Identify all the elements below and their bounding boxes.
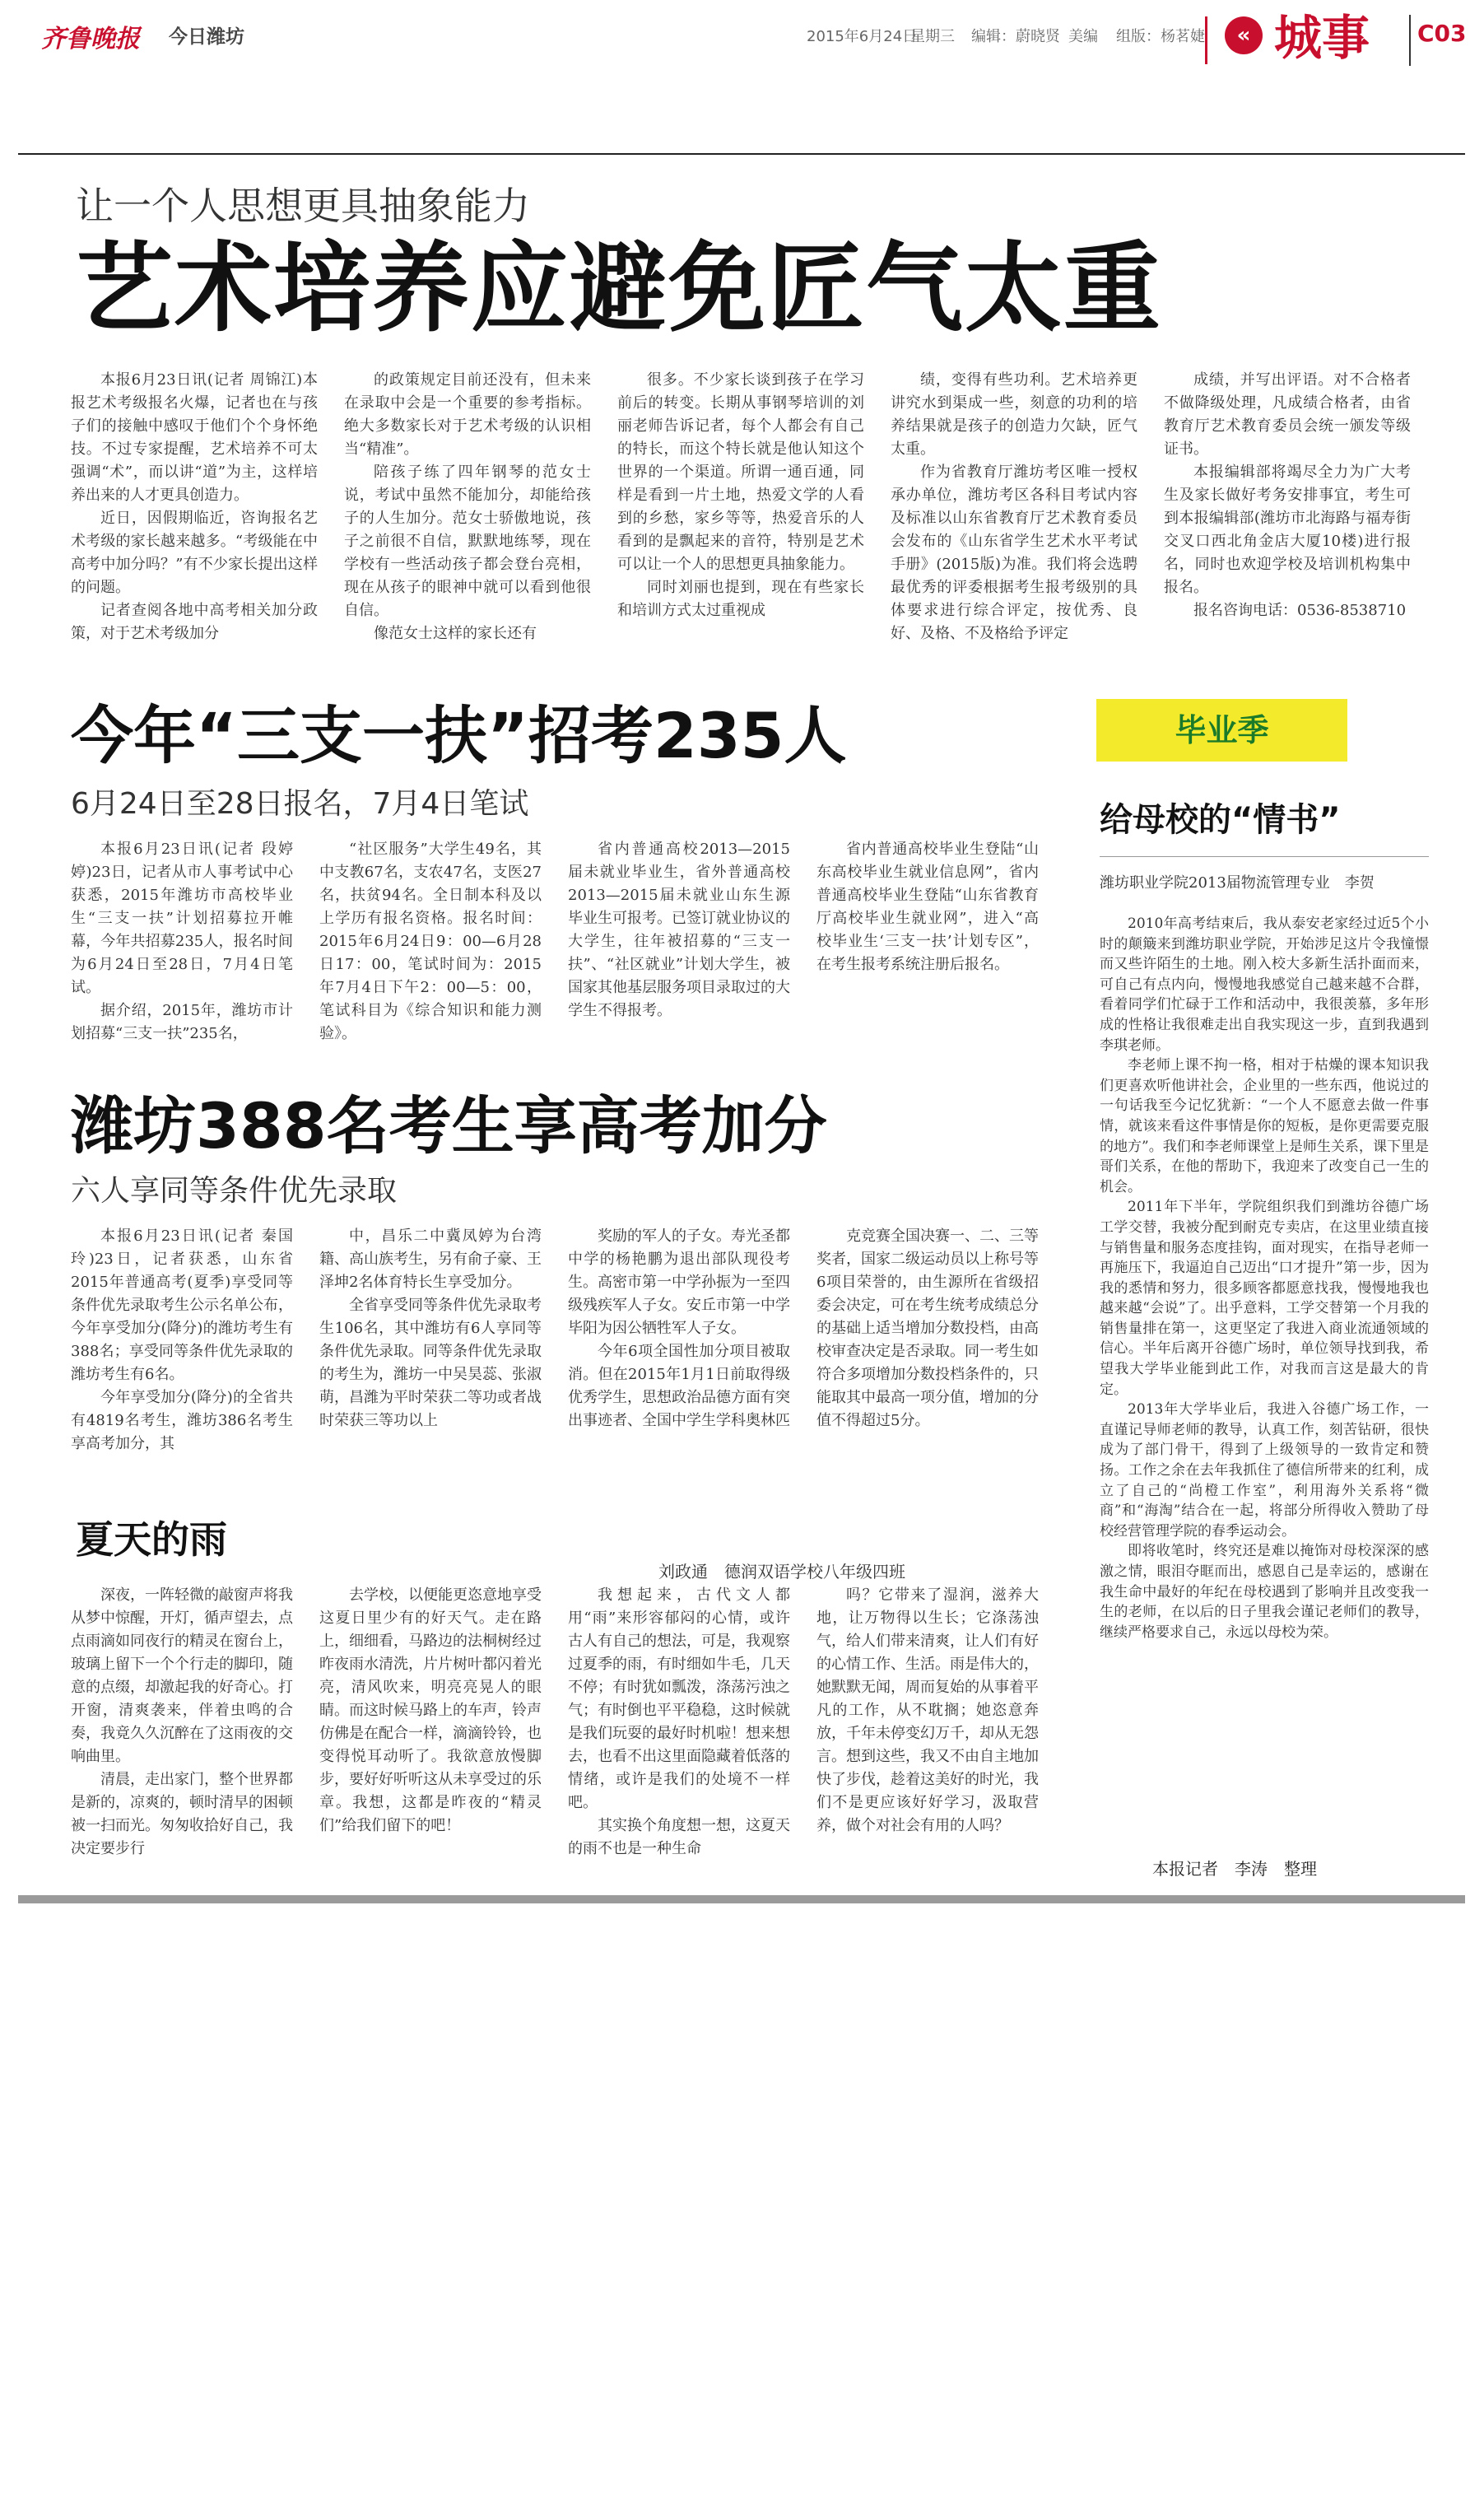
sidebar-byline: 潍坊职业学院2013届物流管理专业 李贺 [1100, 874, 1375, 892]
article4-headline: 夏天的雨 [76, 1517, 227, 1562]
article1-paragraph: 很多。不少家长谈到孩子在学习前后的转变。长期从事钢琴培训的刘丽老师告诉记者，每个人都会有自己的特长，而这个特长就是他认知这个世界的一个渠道。所谓一通百通，同样是看到一片土地，热爱文学的人看到的乡愁，家乡等等，热爱音乐的人看到的是飘起来的音符，特别是艺术可以让一个人的思想更具抽象能力。 [617, 371, 864, 573]
sidebar-body [1100, 914, 1429, 1849]
article1-paragraph: 报名咨询电话：0536-8538710 [1193, 602, 1407, 619]
article4-column-1 [71, 1584, 293, 1880]
article2-paragraph: 据介绍，2015年，潍坊市计划招募“三支一扶”235名， [71, 1002, 293, 1042]
article4-paragraph: 吗？它带来了湿润，滋养大地，让万物得以生长；它涤荡浊气，给人们带来清爽，让人们有好的心情工作、生活。雨是伟大的，她默默无闻，周而复始的从事着平凡的工作，从不耽搁；她恣意奔放，千年未停变幻万千，却从无怨言。想到这些，我又不由自主地加快了步伐，趁着这美好的时光，我们不是更应该好好学习，汲取营养，做个对社会有用的人吗？ [816, 1586, 1039, 1834]
article1-column-1 [71, 369, 318, 649]
article2-column-2 [319, 838, 542, 1062]
article3-paragraph: 全省享受同等条件优先录取考生106名，其中潍坊有6人享同等条件优先录取。同等条件优先录取的考生为，潍坊一中吴昊蕊、张淑萌，昌潍为平时荣获二等功或者战时荣获三等功以上 [319, 1297, 542, 1429]
article2-column-3 [568, 838, 790, 1062]
article1-headline: 艺术培养应避免匠气太重 [76, 231, 1163, 345]
sidebar-editor: 本报记者 李涛 整理 [1152, 1859, 1317, 1879]
section-label: 今日潍坊 [169, 26, 244, 48]
issue-weekday: 星期三 [910, 28, 955, 45]
article3-column-2 [319, 1225, 542, 1472]
article4-column-4 [816, 1584, 1039, 1880]
article4-byline: 刘政通 德润双语学校八年级四班 [658, 1562, 905, 1582]
sidebar-paragraph: 李老师上课不拘一格，相对于枯燥的课本知识我们更喜欢听他讲社会，企业里的一些东西，他说过的一句话我至今记忆犹新：“一个人不愿意去做一件事情，就该来看这件事情是你的短板，是你更需要克服的地方”。我们和李老师课堂上是师生关系，课下里是哥们关系，在他的帮助下，我迎来了改变自己一生的机会。 [1100, 1057, 1429, 1195]
article4-paragraph: 其实换个角度想一想，这夏天的雨不也是一种生命 [568, 1817, 790, 1857]
article2-subtitle: 6月24日至28日报名，7月4日笔试 [71, 787, 529, 821]
article1-column-5 [1164, 369, 1411, 649]
article2-paragraph: 省内普通高校2013—2015届未就业毕业生，省外普通高校2013—2015届未就业山东生源毕业生可报考。已签订就业协议的大学生，往年被招募的“三支一扶”、“社区就业”计划大学生，被国家其他基层服务项目录取过的大学生不得报考。 [568, 841, 790, 1019]
article1-paragraph: 同时刘丽也提到，现在有些家长和培训方式太过重视成 [617, 579, 864, 619]
art-credit: 美编 [1068, 28, 1098, 45]
article4-body [71, 1584, 1058, 1880]
article3-subtitle: 六人享同等条件优先录取 [71, 1174, 398, 1208]
header-divider [1205, 16, 1207, 64]
article2-column-1 [71, 838, 293, 1062]
article1-kicker: 让一个人思想更具抽象能力 [76, 184, 530, 228]
article2-body [71, 838, 1058, 1062]
article4-paragraph: 我想起来，古代文人都用“雨”来形容郁闷的心情，或许古人有自己的想法，可是，我观察过夏季的雨，有时细如牛毛，几天不停；有时犹如瓢泼，涤荡污浊之气；有时倒也平平稳稳，这时候就是我们玩耍的最好时机啦！想来想去，也看不出这里面隐藏着低落的情绪，或许是我们的处境不一样吧。 [568, 1586, 790, 1811]
article1-column-3 [617, 369, 864, 649]
article1-paragraph: 陪孩子练了四年钢琴的范女士说，考试中虽然不能加分，却能给孩子的人生加分。范女士骄傲地说，孩子之前很不自信，默默地练琴，现在学校有一些活动孩子都会登台亮相，现在从孩子的眼神中就可以看到他很自信。 [344, 464, 591, 619]
article2-paragraph: 省内普通高校毕业生登陆“山东高校毕业生就业信息网”，省内普通高校毕业生登陆“山东省教育厅高校毕业生就业网”，进入“高校毕业生‘三支一扶’计划专区”，在考生报考系统注册后报名。 [816, 841, 1039, 973]
sidebar-paragraph: 2010年高考结束后，我从泰安老家经过近5个小时的颠簸来到潍坊职业学院，开始涉足这片令我憧憬而又些许陌生的土地。刚入校大多新生活扑面而来，可自己有点内向，慢慢地我感觉自己越来越不合群，看着同学们忙碌于工作和活动中，我很羡慕，多年形成的性格让我很难走出自我实现这一步，直到我遇到李琪老师。 [1100, 915, 1429, 1054]
article2-column-4 [816, 838, 1039, 1062]
issue-date: 2015年6月24日 [807, 28, 918, 45]
article3-column-4 [816, 1225, 1039, 1472]
article4-column-2 [319, 1584, 542, 1880]
article4-column-3 [568, 1584, 790, 1880]
article1-paragraph: 像范女士这样的家长还有 [374, 625, 537, 642]
article3-paragraph: 克竞赛全国决赛一、二、三等奖者，国家二级运动员以上称号等6项目荣誉的，由生源所在省级招委会决定，可在考生统考成绩总分的基础上适当增加分数投档，由高校审查决定是否录取。同一考生如符合多项增加分数投档条件的，只能取其中最高一项分值，增加的分值不得超过5分。 [816, 1228, 1039, 1429]
header-rule [18, 153, 1465, 155]
page-bottom-rule [18, 1895, 1465, 1903]
sidebar-paragraph: 即将收笔时，终究还是难以掩饰对母校深深的感激之情，眼泪夺眶而出，感恩自己是幸运的，感谢在我生命中最好的年纪在母校遇到了影响并且改变我一生的老师，在以后的日子里我会谨记老师们的教导，继续严格要求自己，永远以母校为荣。 [1100, 1543, 1429, 1641]
article4-paragraph: 去学校，以便能更恣意地享受这夏日里少有的好天气。走在路上，细细看，马路边的法桐树经过昨夜雨水清洗，片片树叶都闪着光亮，清风吹来，明亮亮晃人的眼睛。而这时候马路上的车声，铃声仿佛是在配合一样，滴滴铃铃，也变得悦耳动听了。我欲意放慢脚步，要好好听听这从未享受过的乐章。我想，这都是昨夜的“精灵们”给我们留下的吧！ [319, 1586, 542, 1834]
article4-paragraph: 深夜，一阵轻微的敲窗声将我从梦中惊醒，开灯，循声望去，点点雨滴如同夜行的精灵在窗台上，玻璃上留下一个个行走的脚印，随意的点缀，却激起我的好奇心。打开窗，清爽袭来，伴着虫鸣的合奏，我竟久久沉醉在了这雨夜的交响曲里。 [71, 1586, 293, 1765]
page-number: C03 [1417, 20, 1467, 47]
article3-body [71, 1225, 1058, 1472]
article1-paragraph: 作为省教育厅潍坊考区唯一授权承办单位，潍坊考区各科目考试内容及标准以山东省教育厅艺术教育委员会发布的《山东省学生艺术水平考试手册》(2015版)为准。我们将会选聘最优秀的评委根据考生报考级别的具体要求进行综合评定，按优秀、良好、及格、不及格给予评定 [891, 464, 1137, 642]
article1-paragraph: 的政策规定目前还没有，但未来在录取中会是一个重要的参考指标。绝大多数家长对于艺术考级的认识相当“精准”。 [344, 371, 591, 458]
article1-paragraph: 本报6月23日讯(记者 周锦江)本报艺术考级报名火爆，记者也在与孩子们的接触中感叹于他们个个身怀绝技。不过专家提醒，艺术培养不可太强调“术”，而以讲“道”为主，这样培养出来的人才更具创造力。 [71, 371, 318, 504]
article1-paragraph: 记者查阅各地中高考相关加分政策，对于艺术考级加分 [71, 602, 318, 642]
article3-paragraph: 今年6项全国性加分项目被取消。但在2015年1月1日前取得级优秀学生，思想政治品德方面有突出事迹者、全国中学生学科奥林匹 [568, 1343, 790, 1429]
article3-headline: 潍坊388名考生享高考加分 [71, 1089, 827, 1162]
newspaper-logo: 齐鲁晚报 [41, 25, 140, 54]
article1-paragraph: 本报编辑部将竭尽全力为广大考生及家长做好考务安排事宜，考生可到本报编辑部(潍坊市北海路与福寿街交叉口西北角金店大厦10楼)进行报名，同时也欢迎学校及培训机构集中报名。 [1164, 464, 1411, 596]
article4-paragraph: 清晨，走出家门，整个世界都是新的，凉爽的，顿时清早的困顿被一扫而光。匆匆收拾好自己，我决定要步行 [71, 1771, 293, 1857]
sidebar-headline: 给母校的“情书” [1100, 801, 1341, 839]
sidebar-rule [1100, 856, 1429, 857]
article3-column-3 [568, 1225, 790, 1472]
editor-credit: 编辑：蔚晓贤 [971, 28, 1060, 45]
article1-paragraph: 成绩，并写出评语。对不合格者不做降级处理，凡成绩合格者，由省教育厅艺术教育委员会统一颁发等级证书。 [1164, 371, 1411, 458]
article1-column-4 [891, 369, 1137, 649]
article2-headline: 今年“三支一扶”招考235人 [71, 699, 847, 772]
sidebar-paragraph: 2011年下半年，学院组织我们到潍坊谷德广场工学交替，我被分配到耐克专卖店，在这里业绩直接与销售量和服务态度挂钩，面对现实，在指导老师一再施压下，我逼迫自己迈出“口才提升”第一步，因为我的悉情和努力，很多顾客都愿意找我，慢慢地我也越来越“会说”了。出乎意料，工学交替第一个月我的销售量排在第一，这更坚定了我进入商业流通领域的信心。半年后离开谷德广场时，单位领导找到我，希望我大学毕业能到此工作，对我而言这是最大的肯定。 [1100, 1199, 1429, 1398]
article3-paragraph: 中，昌乐二中冀凤婷为台湾籍、高山族考生，另有俞子豪、王泽坤2名体育特长生享受加分。 [319, 1228, 542, 1291]
article2-paragraph: 本报6月23日讯(记者 段婷婷)23日，记者从市人事考试中心获悉，2015年潍坊市高校毕业生“三支一扶”计划招募拉开帷幕，今年共招募235人，报名时间为6月24日至28日，7月4日笔试。 [71, 841, 293, 996]
double-chevron-left-icon: « [1225, 16, 1263, 54]
sidebar-paragraph: 2013年大学毕业后，我进入谷德广场工作，一直谨记导师老师的教导，认真工作，刻苦钻研，很快成为了部门骨干，得到了上级领导的一致肯定和赞扬。工作之余在去年我抓住了德信所带来的红利，成立了自己的“尚橙工作室”，利用海外关系将“微商”和“海淘”结合在一起，将部分所得收入赞助了母校经营管理学院的春季运动会。 [1100, 1401, 1429, 1540]
article3-paragraph: 今年享受加分(降分)的全省共有4819名考生，潍坊386名考生享高考加分，其 [71, 1389, 293, 1452]
article1-paragraph: 绩，变得有些功利。艺术培养更讲究水到渠成一些，刻意的功利的培养结果就是孩子的创造力欠缺，匠气太重。 [891, 371, 1137, 458]
article3-paragraph: 奖励的军人的子女。寿光圣都中学的杨艳鹏为退出部队现役考生。高密市第一中学孙振为一至四级残疾军人子女。安丘市第一中学毕阳为因公牺牲军人子女。 [568, 1228, 790, 1337]
layout-credit: 组版：杨茗婕 [1116, 28, 1205, 45]
article2-paragraph: “社区服务”大学生49名，其中支教67名，支农47名，支医27名，扶贫94名。全日制本科及以上学历有报名资格。报名时间：2015年6月24日9：00—6月28日17：00，笔试时间为：2015年7月4日下午2：00—5：00，笔试科目为《综合知识和能力测验》。 [319, 841, 542, 1042]
article3-column-1 [71, 1225, 293, 1472]
section-title: 城事 [1274, 10, 1370, 66]
graduation-season-seal: 毕业季 [1096, 699, 1347, 762]
article1-paragraph: 近日，因假期临近，咨询报名艺术考级的家长越来越多。“考级能在中高考中加分吗？”有不少家长提出这样的问题。 [71, 510, 318, 596]
article1-column-2 [344, 369, 591, 649]
header-divider-2 [1409, 15, 1411, 66]
article1-body [71, 369, 1412, 649]
article3-paragraph: 本报6月23日讯(记者 秦国玲)23日，记者获悉，山东省2015年普通高考(夏季)享受同等条件优先录取考生公示名单公布，今年享受加分(降分)的潍坊考生有388名；享受同等条件优先录取的潍坊考生有6名。 [71, 1228, 293, 1383]
